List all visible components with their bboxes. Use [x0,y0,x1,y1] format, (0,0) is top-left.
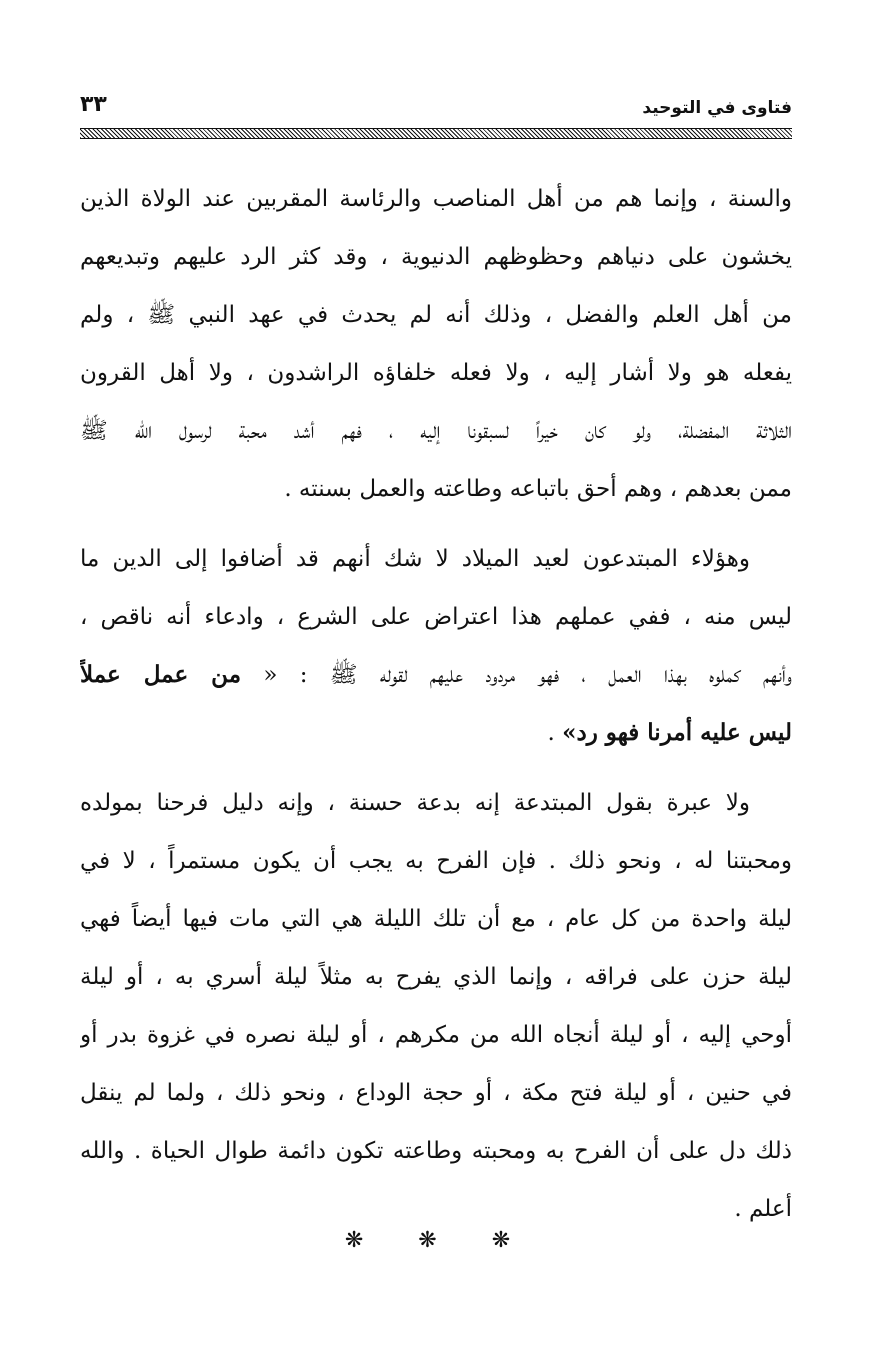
page-number: ٣٣ [80,92,107,117]
page-body [80,170,792,1238]
text-line: ومحبتنا له ، ونحو ذلك . فإن الفرح به يجب أن يكون مستمراً ، لا في [80,848,792,874]
text-line: أعلم . [734,1196,792,1222]
paragraph-gap [80,518,792,530]
section-separator: ❋ ❋ ❋ [344,1228,535,1253]
text-line: ولا عبرة بقول المبتدعة إنه بدعة حسنة ، وإنه دليل فرحنا بمولده [80,790,750,816]
hadith-quote: ليس عليه أمرنا فهو رد» [562,719,792,746]
paragraph-gap [80,762,792,774]
line-text: . [547,720,555,746]
text-line: ذلك دل على أن الفرح به ومحبته وطاعته تكون دائمة طوال الحياة . والله [80,1138,792,1164]
text-line: ليلة حزن على فراقه ، وإنما الذي يفرح به مثلاً ليلة أسري به ، أو ليلة [80,964,792,990]
text-line: ممن بعدهم ، وهم أحق باتباعه وطاعته والعمل بسنته . [284,476,792,502]
text-line: ليس منه ، ففي عملهم هذا اعتراض على الشرع ، وادعاء أنه ناقص ، [80,604,792,630]
text-line: أوحي إليه ، أو ليلة أنجاه الله من مكرهم ، أو ليلة نصره في غزوة بدر أو [80,1022,792,1048]
text-line: ليلة واحدة من كل عام ، مع أن تلك الليلة هي التي مات فيها أيضاً فهي [80,906,792,932]
text-line-mixed [80,704,792,762]
text-line: في حنين ، أو ليلة فتح مكة ، أو حجة الوداع ، ونحو ذلك ، ولما لم ينقل [80,1080,792,1106]
running-title: فتاوى في التوحيد [642,98,792,118]
text-line: يفعله هو ولا أشار إليه ، ولا فعله خلفاؤه الراشدون ، ولا أهل القرون [80,360,792,386]
text-line: والسنة ، وإنما هم من أهل المناصب والرئاسة المقربين عند الولاة الذين [80,186,792,212]
line-text: وأنهم كملوه بهذا العمل ، فهو مردود عليهم لقوله ﷺ : « [263,662,792,688]
header-rule [80,128,792,139]
text-line: وهؤلاء المبتدعون لعيد الميلاد لا شك أنهم قد أضافوا إلى الدين ما [80,546,750,572]
page-header [80,92,792,122]
text-line: الثلاثة المفضلة، ولو كان خيراً لسبقونا إليه ، فهم أشد محبة لرسول الله ﷺ [80,418,792,444]
hadith-quote: من عمل عملاً [80,661,242,688]
text-line-mixed [80,646,792,704]
text-line: من أهل العلم والفضل ، وذلك أنه لم يحدث في عهد النبي ﷺ ، ولم [80,302,792,328]
text-line: يخشون على دنياهم وحظوظهم الدنيوية ، وقد كثر الرد عليهم وتبديعهم [80,244,792,270]
